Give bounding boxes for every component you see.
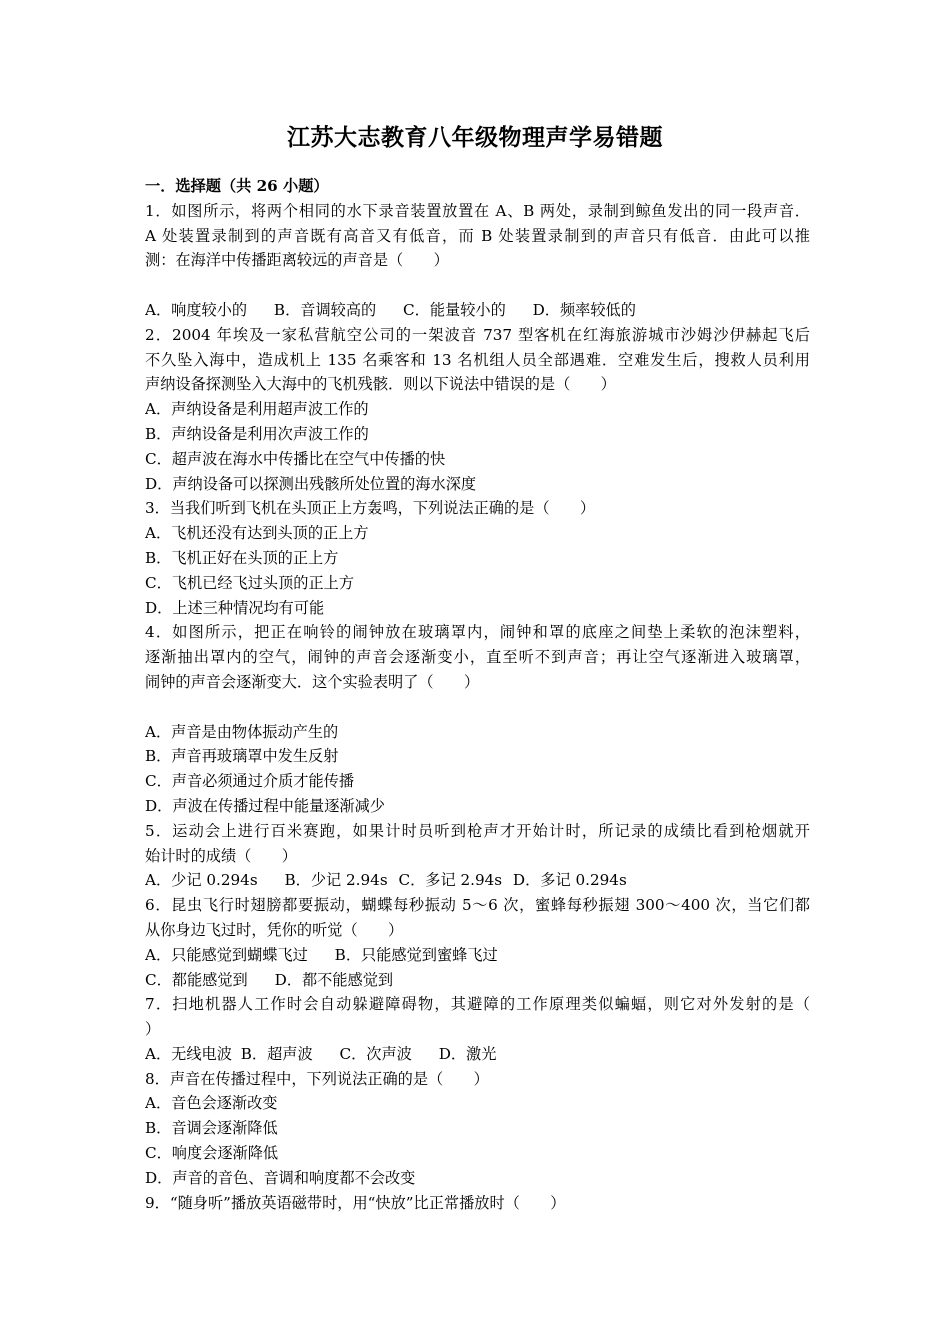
option-d: D．都不能感觉到 <box>274 970 394 989</box>
question-text-line: 闹钟的声音会逐渐变大．这个实验表明了（ ） <box>145 672 480 691</box>
option-a: A．飞机还没有达到头顶的正上方 <box>145 524 369 543</box>
question-8 <box>145 1067 810 1191</box>
option-a: A．少记 0.294s <box>145 871 258 890</box>
option-d: D．多记 0.294s <box>512 871 627 890</box>
question-5 <box>145 819 810 893</box>
question-text-line: A 处装置录制到的声音既有高音又有低音，而 B 处装置录制到的声音只有低音．由此可以推 <box>145 226 810 245</box>
question-text-line: 9．“随身听”播放英语磁带时，用“快放”比正常播放时（ ） <box>145 1193 566 1212</box>
page-title: 江苏大志教育八年级物理声学易错题 <box>287 124 663 151</box>
option-c: C．能量较小的 <box>403 300 506 319</box>
question-list <box>145 174 810 1215</box>
question-text-line: 6．昆虫飞行时翅膀都要振动，蝴蝶每秒振动 5～6 次，蜜蜂每秒振翅 300～400 次，当它们都 <box>145 896 810 915</box>
question-text-line: 2．2004 年埃及一家私营航空公司的一架波音 737 型客机在红海旅游城市沙姆沙伊赫起飞后 <box>145 325 810 344</box>
question-6 <box>145 893 810 992</box>
question-text-line: 7．扫地机器人工作时会自动躲避障碍物，其避障的工作原理类似蝙蝠，则它对外发射的是（ <box>145 995 810 1014</box>
question-text-line: 1．如图所示，将两个相同的水下录音装置放置在 A、B 两处，录制到鲸鱼发出的同一段声音． <box>145 201 810 220</box>
question-text-line: 5．运动会上进行百米赛跑，如果计时员听到枪声才开始计时，所记录的成绩比看到枪烟就开 <box>145 821 810 840</box>
option-c: C．响度会逐渐降低 <box>145 1144 279 1163</box>
question-text-line: 从你身边飞过时，凭你的听觉（ ） <box>145 920 404 939</box>
question-text-line: ） <box>145 1020 161 1039</box>
option-c: C．都能感觉到 <box>145 970 248 989</box>
option-a: A．音色会逐渐改变 <box>145 1094 278 1113</box>
option-d: D．上述三种情况均有可能 <box>145 598 325 617</box>
option-a: A．声纳设备是利用超声波工作的 <box>145 400 369 419</box>
question-text-line: 4．如图所示，把正在响铃的闹钟放在玻璃罩内，闹钟和罩的底座之间垫上柔软的泡沫塑料， <box>145 623 810 642</box>
option-b: B．声纳设备是利用次声波工作的 <box>145 424 369 443</box>
option-c: C．多记 2.94s <box>398 871 503 890</box>
options-row <box>145 943 810 968</box>
question-text-line: 始计时的成绩（ ） <box>145 846 297 865</box>
question-4 <box>145 620 810 818</box>
question-3 <box>145 496 810 620</box>
option-c: C．声音必须通过介质才能传播 <box>145 772 355 791</box>
figure-placeholder <box>145 695 810 720</box>
option-d: D．频率较低的 <box>532 300 636 319</box>
question-text-line: 不久坠入海中，造成机上 135 名乘客和 13 名机组人员全部遇难．空难发生后，搜救人员利用 <box>145 350 810 369</box>
option-c: C．飞机已经飞过头顶的正上方 <box>145 573 355 592</box>
option-d: D．声纳设备可以探测出残骸所处位置的海水深度 <box>145 474 477 493</box>
option-a: A．声音是由物体振动产生的 <box>145 722 339 741</box>
question-2 <box>145 323 810 497</box>
question-7 <box>145 992 810 1066</box>
option-c: C．超声波在海水中传播比在空气中传播的快 <box>145 449 446 468</box>
option-b: B．音调较高的 <box>273 300 377 319</box>
question-9 <box>145 1191 810 1216</box>
option-a: A．无线电波 <box>145 1044 232 1063</box>
option-d: D．声音的音色、音调和响度都不会改变 <box>145 1168 416 1187</box>
option-b: B．超声波 <box>240 1044 313 1063</box>
options-row <box>145 1042 810 1067</box>
question-1 <box>145 199 810 323</box>
option-b: B．飞机正好在头顶的正上方 <box>145 548 339 567</box>
question-text-line: 8．声音在传播过程中，下列说法正确的是（ ） <box>145 1069 489 1088</box>
option-b: B．只能感觉到蜜蜂飞过 <box>334 945 498 964</box>
question-text-line: 声纳设备探测坠入大海中的飞机残骸．则以下说法中错误的是（ ） <box>145 375 616 394</box>
option-b: B．声音再玻璃罩中发生反射 <box>145 747 339 766</box>
option-a: A．只能感觉到蝴蝶飞过 <box>145 945 308 964</box>
option-c: C．次声波 <box>339 1044 412 1063</box>
question-text-line: 3．当我们听到飞机在头顶正上方轰鸣，下列说法正确的是（ ） <box>145 499 596 518</box>
question-text-line: 逐渐抽出罩内的空气，闹钟的声音会逐渐变小，直至听不到声音；再让空气逐渐进入玻璃罩， <box>145 648 810 667</box>
figure-placeholder <box>145 273 810 298</box>
option-b: B．少记 2.94s <box>284 871 388 890</box>
option-d: D．声波在传播过程中能量逐渐减少 <box>145 796 385 815</box>
options-row <box>145 868 810 893</box>
section-heading: 一．选择题（共 26 小题） <box>145 177 329 195</box>
option-a: A．响度较小的 <box>145 300 248 319</box>
option-b: B．音调会逐渐降低 <box>145 1119 278 1138</box>
option-d: D．激光 <box>438 1044 497 1063</box>
options-row <box>145 298 810 323</box>
options-row <box>145 968 810 993</box>
question-text-line: 测：在海洋中传播距离较远的声音是（ ） <box>145 251 449 270</box>
